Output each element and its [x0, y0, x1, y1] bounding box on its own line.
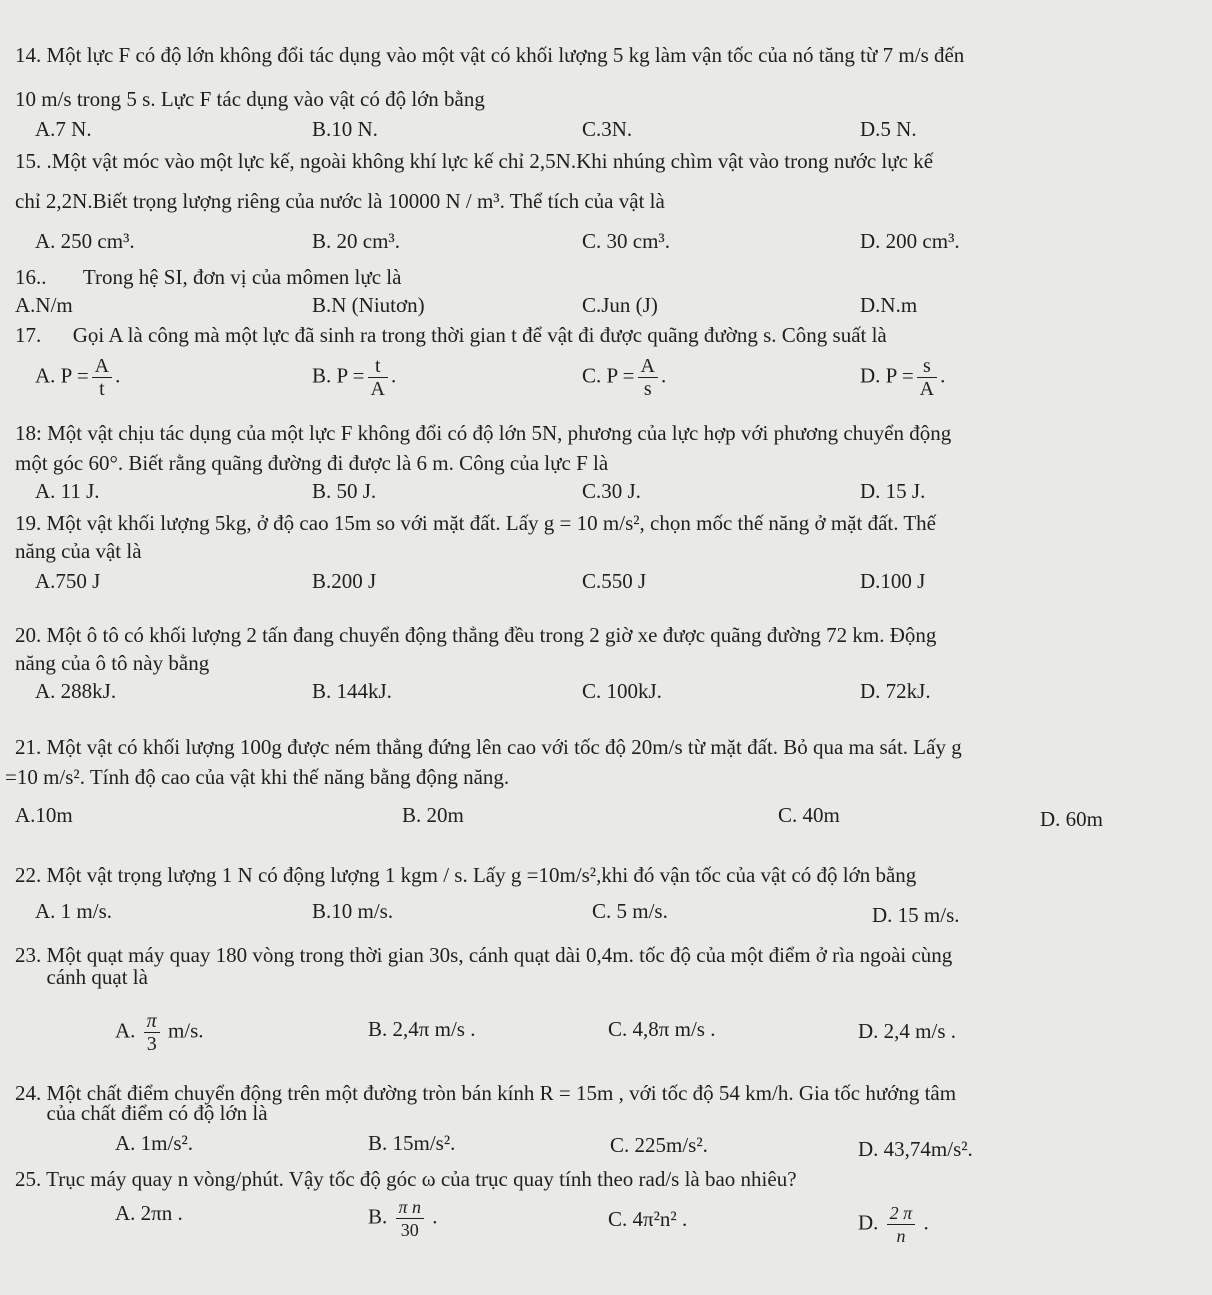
q19-option-b: B.200 J [312, 569, 377, 593]
q21-option-c: C. 40m [778, 803, 840, 827]
q14-line-2: 10 m/s trong 5 s. Lực F tác dụng vào vật có độ lớn bằng [15, 87, 485, 111]
q22-line-1: 22. Một vật trọng lượng 1 N có động lượng 1 kgm / s. Lấy g =10m/s²,khi đó vận tốc của vật có độ lớn bằng [15, 863, 917, 887]
q17-option-c-fraction [638, 355, 658, 400]
q17-option-c: C. P = $\frac{A}{s}$ . [582, 355, 667, 400]
q25-option-d-prefix: D. [858, 1210, 879, 1235]
q23-option-a-numerator: π [144, 1010, 160, 1033]
q20-line-2: năng của ô tô này bằng [15, 651, 210, 675]
q25-option-d-fraction [887, 1202, 916, 1247]
q21-option-d: D. 60m [1040, 807, 1103, 831]
q17-option-b-prefix: B. P = [312, 363, 365, 388]
q23-option-a-denominator: 3 [146, 1033, 157, 1055]
q24-line-2: của chất điểm có độ lớn là [15, 1101, 268, 1125]
q23-option-c: C. 4,8π m/s . [608, 1017, 716, 1041]
q22-option-b: B.10 m/s. [312, 899, 394, 923]
q20-option-c: C. 100kJ. [582, 679, 662, 703]
q24-option-d: D. 43,74m/s². [858, 1137, 973, 1161]
q23-option-a-unit: m/s. [167, 1018, 204, 1043]
q18-line-2: một góc 60°. Biết rằng quãng đường đi được là 6 m. Công của lực F là [15, 451, 609, 475]
q23-option-d: D. 2,4 m/s . [858, 1019, 957, 1043]
q15-option-b: B. 20 cm³. [312, 229, 400, 253]
q15-line-1: 15. .Một vật móc vào một lực kế, ngoài không khí lực kế chỉ 2,5N.Khi nhúng chìm vật vào trong nước lực kế [15, 149, 934, 173]
q19-option-c: C.550 J [582, 569, 647, 593]
q18-option-b: B. 50 J. [312, 479, 377, 503]
q20-line-1: 20. Một ô tô có khối lượng 2 tấn đang chuyển động thẳng đều trong 2 giờ xe được quãng đường 72 km. Động [15, 623, 937, 647]
q20-option-b: B. 144kJ. [312, 679, 392, 703]
q17-option-d: D. P = $\frac{s}{A}$ . [860, 355, 946, 400]
q15-option-a: A. 250 cm³. [35, 229, 135, 253]
q25-option-d: D. $\frac{2 \pi}{n}$ . [858, 1203, 929, 1246]
q25-option-c: C. 4π²n² . [608, 1207, 688, 1231]
q23-option-b: B. 2,4π m/s . [368, 1017, 476, 1041]
q14-line-1: 14. Một lực F có độ lớn không đổi tác dụng vào một vật có khối lượng 5 kg làm vận tốc của nó tăng từ 7 m/s đến [15, 43, 965, 67]
q17-option-d-numerator: s [917, 355, 937, 378]
q18-option-a: A. 11 J. [35, 479, 100, 503]
q25-option-a: A. 2πn . [115, 1201, 183, 1225]
q22-option-d: D. 15 m/s. [872, 903, 960, 927]
q25-option-b: B. $\frac{\text{π n}}{30}$ . [368, 1197, 438, 1240]
q23-option-a [115, 1010, 204, 1055]
q24-option-c: C. 225m/s². [610, 1133, 708, 1157]
q20-option-d: D. 72kJ. [860, 679, 931, 703]
q17-option-c-prefix: C. P = [582, 363, 635, 388]
q15-line-2: chỉ 2,2N.Biết trọng lượng riêng của nước là 10000 N / m³. Thể tích của vật là [15, 189, 665, 213]
q24-option-a: A. 1m/s². [115, 1131, 194, 1155]
q17-option-a: A. P = $\frac{A}{t}$ . [35, 355, 121, 400]
q16-option-b: B.N (Niutơn) [312, 293, 425, 317]
q17-option-a-numerator: A [92, 355, 112, 378]
q15-option-c: C. 30 cm³. [582, 229, 670, 253]
q25-option-b-fraction [396, 1196, 425, 1241]
q18-option-c: C.30 J. [582, 479, 641, 503]
q19-line-1: 19. Một vật khối lượng 5kg, ở độ cao 15m so với mặt đất. Lấy g = 10 m/s², chọn mốc thế năng ở mặt đất. Thế [15, 511, 937, 535]
q15-option-d: D. 200 cm³. [860, 229, 960, 253]
q17-option-c-denominator: s [643, 378, 652, 400]
q23-option-a-fraction [144, 1010, 160, 1055]
q14-option-c: C.3N. [582, 117, 633, 141]
q23-line-1: 23. Một quạt máy quay 180 vòng trong thời gian 30s, cánh quạt dài 0,4m. tốc độ của một điểm ở rìa ngoài cùng [15, 943, 953, 967]
q23-option-a-prefix: A. [115, 1018, 136, 1043]
q17-option-d-prefix: D. P = [860, 363, 914, 388]
q21-option-b: B. 20m [402, 803, 464, 827]
q24-line-1: 24. Một chất điểm chuyển động trên một đường tròn bán kính R = 15m , với tốc độ 54 km/h. Gia tốc hướng tâm [15, 1081, 957, 1105]
q19-option-d: D.100 J [860, 569, 926, 593]
q20-option-a: A. 288kJ. [35, 679, 117, 703]
q25-option-b-numerator: π n [396, 1196, 425, 1219]
q17-option-a-prefix: A. P = [35, 363, 89, 388]
q19-option-a: A.750 J [35, 569, 101, 593]
q17-line-1: 17. Gọi A là công mà một lực đã sinh ra trong thời gian t để vật đi được quãng đường s. Công suất là [15, 323, 887, 347]
q14-option-b: B.10 N. [312, 117, 378, 141]
q17-option-d-fraction [917, 355, 937, 400]
q14-option-d: D.5 N. [860, 117, 917, 141]
q17-option-a-denominator: t [99, 378, 105, 400]
q17-option-d-denominator: A [919, 378, 935, 400]
q14-option-a: A.7 N. [35, 117, 92, 141]
q17-option-b-denominator: A [370, 378, 385, 400]
q25-option-d-denominator: n [896, 1226, 906, 1246]
q21-line-2: =10 m/s². Tính độ cao của vật khi thế năng bằng động năng. [5, 765, 510, 789]
q18-option-d: D. 15 J. [860, 479, 926, 503]
q18-line-1: 18: Một vật chịu tác dụng của một lực F không đổi có độ lớn 5N, phương của lực hợp với phương chuyển động [15, 421, 952, 445]
q24-option-b: B. 15m/s². [368, 1131, 456, 1155]
q25-line-1: 25. Trục máy quay n vòng/phút. Vậy tốc độ góc ω của trục quay tính theo rad/s là bao nhiêu? [15, 1167, 797, 1191]
q17-option-a-fraction [92, 355, 112, 400]
q17-option-b-numerator: t [368, 355, 388, 378]
q16-option-a: A.N/m [15, 293, 73, 317]
q16-line-1: 16.. Trong hệ SI, đơn vị của mômen lực là [15, 265, 402, 289]
q25-option-b-denominator: 30 [400, 1220, 419, 1240]
q22-option-a: A. 1 m/s. [35, 899, 113, 923]
q23-line-2: cánh quạt là [15, 965, 148, 989]
q22-option-c: C. 5 m/s. [592, 899, 668, 923]
q16-option-c: C.Jun (J) [582, 293, 658, 317]
q21-line-1: 21. Một vật có khối lượng 100g được ném thẳng đứng lên cao với tốc độ 20m/s từ mặt đất. Bỏ qua ma sát. Lấy g [15, 735, 962, 759]
q21-option-a: A.10m [15, 803, 73, 827]
q19-line-2: năng của vật là [15, 539, 142, 563]
q17-option-c-numerator: A [638, 355, 658, 378]
q25-option-b-prefix: B. [368, 1204, 388, 1229]
q17-option-b-fraction [368, 355, 388, 400]
q25-option-d-numerator: 2 π [887, 1202, 916, 1225]
q17-option-b: B. P = $\frac{t}{A}$ . [312, 355, 397, 400]
q16-option-d: D.N.m [860, 293, 918, 317]
